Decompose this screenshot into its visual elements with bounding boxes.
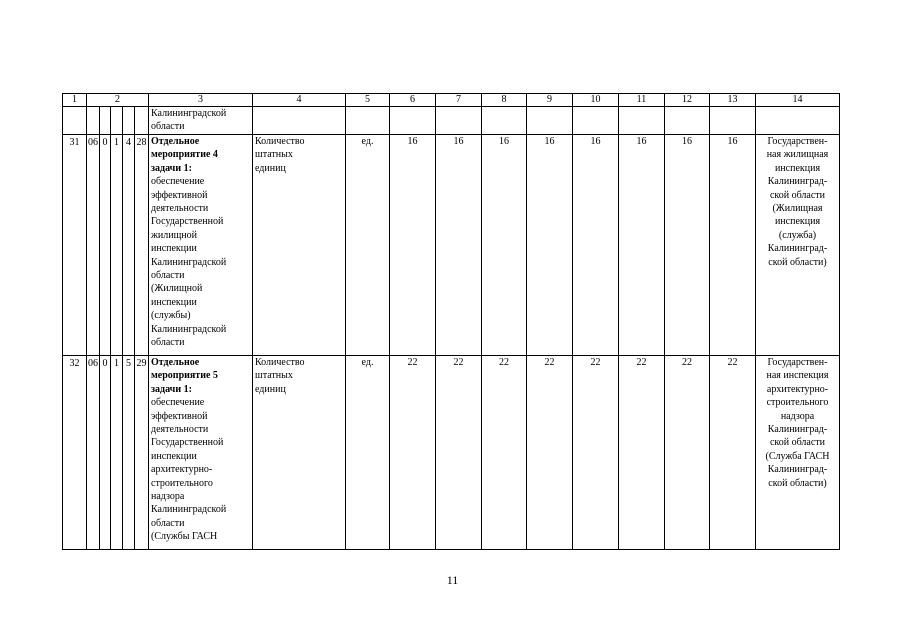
code-subprogram: 0	[100, 356, 111, 550]
header-col-7: 7	[436, 94, 482, 107]
unit: ед.	[346, 135, 390, 356]
continuation-row	[63, 107, 840, 135]
value-col-10: 22	[573, 356, 619, 550]
code-goal: 1	[111, 135, 123, 356]
header-col-5: 5	[346, 94, 390, 107]
header-col-8: 8	[482, 94, 527, 107]
value-col-11: 16	[619, 135, 665, 356]
page-number: 11	[446, 573, 459, 587]
code-task: 5	[123, 356, 135, 550]
measure-text: обеспечение эффективной деятельности Государственной жилищной инспекции Калининградской области (Жилищной инспекции (службы) Калининградской области	[151, 176, 227, 349]
code-program: 06	[87, 356, 100, 550]
measure-title: Отдельное мероприятие 4 задачи 1:	[151, 136, 218, 174]
header-col-11: 11	[619, 94, 665, 107]
header-row	[63, 94, 840, 107]
value-col-11: 22	[619, 356, 665, 550]
measure-title: Отдельное мероприятие 5 задачи 1:	[151, 357, 218, 395]
value-col-6: 22	[390, 356, 436, 550]
header-col-6: 6	[390, 94, 436, 107]
continuation-text: Калининградской области	[149, 107, 253, 135]
value-col-7: 22	[436, 356, 482, 550]
header-col-14: 14	[756, 94, 840, 107]
value-col-9: 16	[527, 135, 573, 356]
row-number: 31	[63, 135, 87, 356]
header-col-2: 2	[87, 94, 149, 107]
value-col-6: 16	[390, 135, 436, 356]
measure-text: обеспечение эффективной деятельности Государственной инспекции архитектурно- строительного надзора Калининградской области (Службы ГАСН	[151, 397, 227, 543]
value-col-7: 16	[436, 135, 482, 356]
code-program: 06	[87, 135, 100, 356]
indicator-name: Количество штатных единиц	[253, 135, 346, 356]
value-col-8: 22	[482, 356, 527, 550]
code-measure: 29	[135, 356, 149, 550]
measure-description	[149, 135, 253, 356]
header-col-4: 4	[253, 94, 346, 107]
code-subprogram: 0	[100, 135, 111, 356]
value-col-13: 22	[710, 356, 756, 550]
row-number: 32	[63, 356, 87, 550]
indicator-name: Количество штатных единиц	[253, 356, 346, 550]
unit: ед.	[346, 356, 390, 550]
value-col-13: 16	[710, 135, 756, 356]
code-measure: 28	[135, 135, 149, 356]
header-col-3: 3	[149, 94, 253, 107]
header-col-12: 12	[665, 94, 710, 107]
value-col-10: 16	[573, 135, 619, 356]
measure-description	[149, 356, 253, 550]
code-task: 4	[123, 135, 135, 356]
value-col-12: 16	[665, 135, 710, 356]
value-col-12: 22	[665, 356, 710, 550]
value-col-9: 22	[527, 356, 573, 550]
table-row	[63, 356, 840, 550]
code-goal: 1	[111, 356, 123, 550]
header-col-10: 10	[573, 94, 619, 107]
responsible-executor: Государствен- ная инспекция архитектурно- строительного надзора Калининград- ской области (Служба ГАСН Калининград- ской области)	[756, 356, 840, 550]
table-row	[63, 135, 840, 356]
value-col-8: 16	[482, 135, 527, 356]
header-col-13: 13	[710, 94, 756, 107]
responsible-executor: Государствен- ная жилищная инспекция Калининград- ской области (Жилищная инспекция (служба) Калининград- ской области)	[756, 135, 840, 356]
program-table	[62, 93, 840, 550]
header-col-1: 1	[63, 94, 87, 107]
header-col-9: 9	[527, 94, 573, 107]
